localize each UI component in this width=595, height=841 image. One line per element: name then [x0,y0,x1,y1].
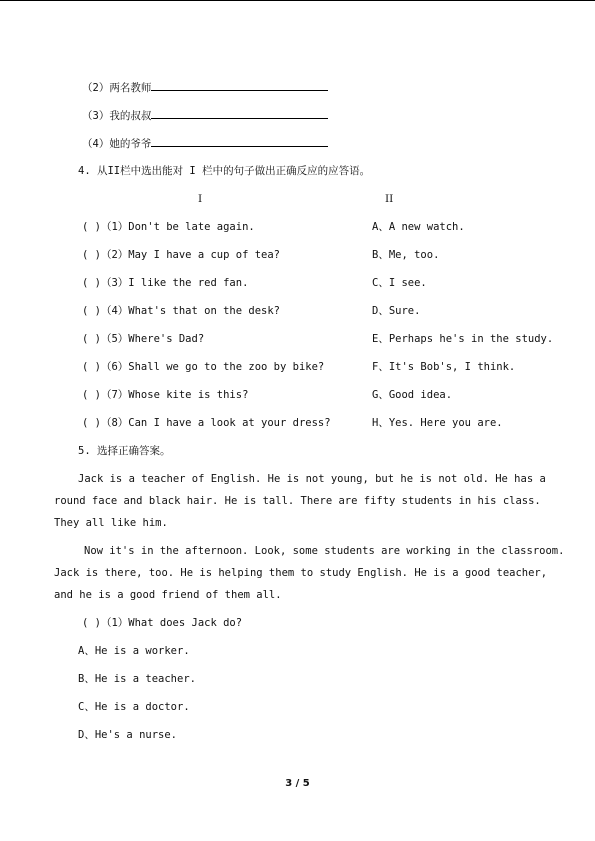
passage-line-1: Jack is a teacher of English. He is not young, but he is not old. He has a [78,473,546,485]
passage-line-6: and he is a good friend of them all. [54,589,282,601]
q4-row-2-left: ( )（2）May I have a cup of tea? [82,249,281,261]
passage-line-4: Now it's in the afternoon. Look, some students are working in the classroom. [84,545,565,557]
answer-blank[interactable] [151,136,328,147]
q4-row-6-left: ( )（6）Shall we go to the zoo by bike? [82,361,325,373]
column-header-ii: II [385,193,394,205]
answer-blank[interactable] [151,80,328,91]
q4-title: 4. 从II栏中选出能对 I 栏中的句子做出正确反应的应答语。 [78,165,371,177]
q4-row-5-right: E、Perhaps he's in the study. [372,333,554,345]
q4-row-1-left: ( )（1）Don't be late again. [82,221,255,233]
option-a: A、He is a worker. [78,645,190,657]
q5-question-1: ( )（1）What does Jack do? [82,617,243,629]
q4-row-4-right: D、Sure. [372,305,421,317]
q4-row-6-right: F、It's Bob's, I think. [372,361,516,373]
q4-row-8-right: H、Yes. Here you are. [372,417,503,429]
q4-row-2-right: B、Me, too. [372,249,440,261]
q4-row-7-right: G、Good idea. [372,389,453,401]
fill-item-label: （4）她的爷爷 [82,138,152,150]
fill-item-2 [82,80,328,95]
q4-row-8-left: ( )（8）Can I have a look at your dress? [82,417,331,429]
q4-row-1-right: A、A new watch. [372,221,465,233]
column-header-i: I [198,193,203,205]
top-border-line [0,0,595,1]
page-number: 3 / 5 [285,778,310,789]
option-b: B、He is a teacher. [78,673,196,685]
passage-line-2: round face and black hair. He is tall. There are fifty students in his class. [54,495,541,507]
passage-line-5: Jack is there, too. He is helping them to study English. He is a good teacher, [54,567,548,579]
q4-row-7-left: ( )（7）Whose kite is this? [82,389,249,401]
q4-row-4-left: ( )（4）What's that on the desk? [82,305,281,317]
fill-item-label: （3）我的叔叔 [82,110,152,122]
q4-row-3-right: C、I see. [372,277,427,289]
fill-item-4 [82,136,328,151]
q4-row-3-left: ( )（3）I like the red fan. [82,277,249,289]
fill-item-3 [82,108,328,123]
answer-blank[interactable] [151,108,328,119]
q5-title: 5. 选择正确答案。 [78,445,171,457]
passage-line-3: They all like him. [54,517,168,529]
option-d: D、He's a nurse. [78,729,178,741]
q4-row-5-left: ( )（5）Where's Dad? [82,333,205,345]
fill-item-label: （2）两名教师 [82,82,152,94]
option-c: C、He is a doctor. [78,701,190,713]
